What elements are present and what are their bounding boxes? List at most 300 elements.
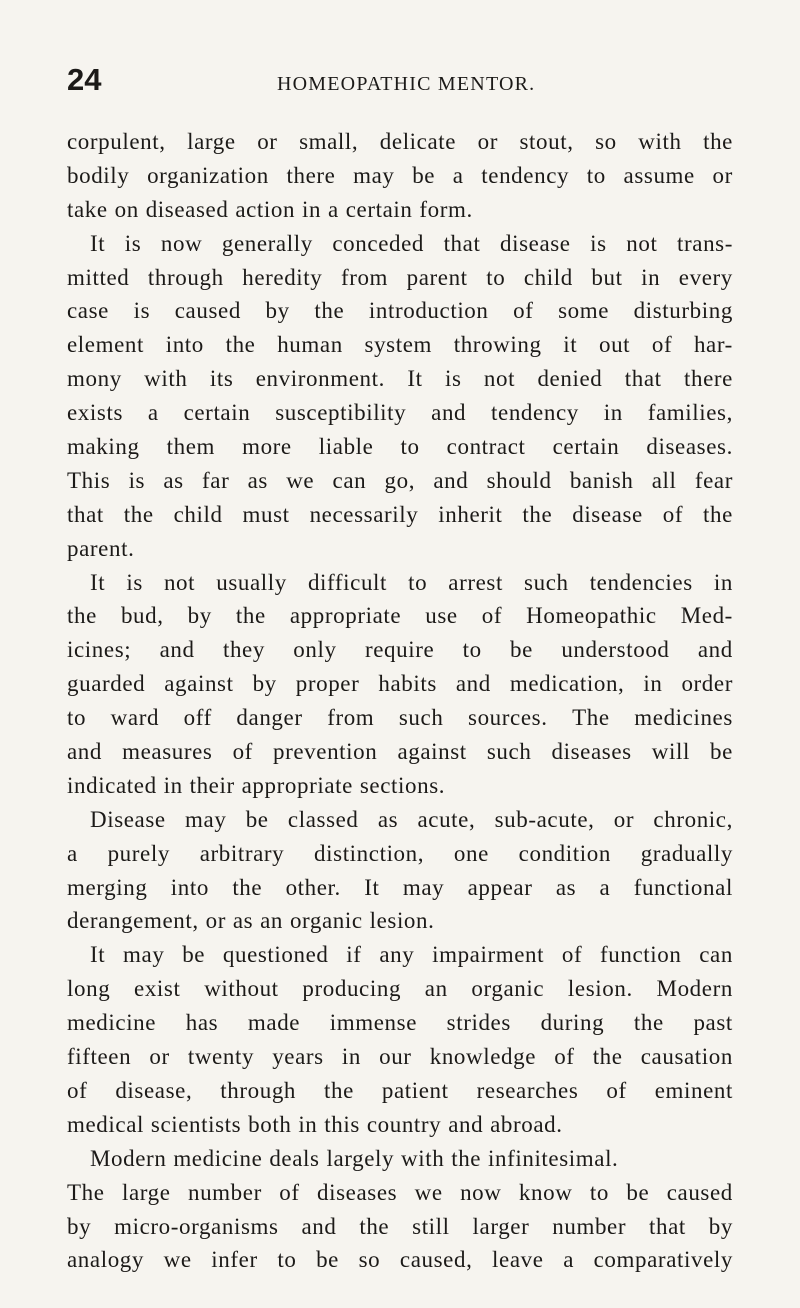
text-word: such bbox=[398, 705, 444, 731]
text-word: of bbox=[662, 501, 684, 527]
text-word: twenty bbox=[187, 1044, 255, 1070]
text-word: diseased bbox=[145, 196, 229, 222]
text-word: function bbox=[600, 942, 682, 968]
text-word: the bbox=[522, 501, 553, 527]
text-word: of bbox=[67, 1077, 88, 1103]
text-line bbox=[67, 972, 733, 1006]
text-word: or bbox=[149, 1044, 170, 1070]
text-word: past bbox=[693, 1010, 733, 1036]
text-word: in bbox=[713, 569, 733, 595]
text-word: still bbox=[412, 1213, 450, 1239]
text-word: caused, bbox=[399, 1247, 473, 1273]
text-word: may bbox=[185, 806, 227, 832]
text-word: this bbox=[324, 1111, 360, 1137]
text-line bbox=[67, 1108, 733, 1142]
text-word: strides bbox=[446, 1010, 511, 1036]
text-word: lesion. bbox=[369, 908, 435, 934]
text-line bbox=[67, 769, 733, 803]
text-word: go, bbox=[384, 467, 416, 493]
text-word: heredity bbox=[242, 264, 323, 290]
text-line bbox=[67, 701, 733, 735]
text-word: usually bbox=[216, 569, 287, 595]
text-word: leave bbox=[492, 1247, 544, 1273]
text-line bbox=[67, 735, 733, 769]
text-word: derangement, bbox=[67, 908, 199, 934]
text-line bbox=[67, 633, 733, 667]
text-line bbox=[67, 1006, 733, 1040]
text-word: to bbox=[400, 434, 420, 460]
text-word: appropriate bbox=[241, 772, 353, 798]
text-word: against bbox=[397, 739, 467, 765]
text-word: use bbox=[425, 603, 458, 629]
text-word: danger bbox=[236, 705, 303, 731]
text-word: arrest bbox=[448, 569, 503, 595]
text-word: or bbox=[712, 162, 733, 188]
text-word: not bbox=[626, 230, 658, 256]
text-word: be bbox=[316, 1247, 339, 1273]
text-word: medical bbox=[67, 1111, 144, 1137]
text-word: to bbox=[67, 705, 87, 731]
text-word: large bbox=[187, 129, 236, 154]
text-word: has bbox=[185, 1010, 219, 1036]
text-word: as bbox=[377, 806, 399, 832]
text-word: purely bbox=[107, 840, 170, 866]
text-word: on bbox=[114, 196, 139, 222]
text-word: questioned bbox=[222, 942, 329, 968]
text-word: contract bbox=[446, 434, 526, 460]
text-word: exist bbox=[134, 976, 181, 1002]
text-word: out bbox=[598, 332, 631, 358]
text-line bbox=[67, 430, 733, 464]
text-word: or bbox=[613, 806, 635, 832]
text-word: both bbox=[248, 1111, 292, 1137]
text-word: through bbox=[147, 264, 224, 290]
text-word: other. bbox=[285, 874, 341, 900]
text-word: a bbox=[452, 162, 464, 188]
text-line bbox=[67, 667, 733, 701]
text-word: a bbox=[563, 1247, 574, 1273]
text-word: certain bbox=[183, 400, 251, 426]
text-word: producing bbox=[302, 976, 402, 1002]
text-word: indicated bbox=[67, 772, 157, 798]
text-word: arbitrary bbox=[199, 840, 285, 866]
text-word: or bbox=[257, 129, 278, 154]
page-header bbox=[67, 62, 730, 102]
text-line bbox=[67, 464, 733, 498]
text-word: to bbox=[408, 569, 428, 595]
text-word: parent. bbox=[67, 535, 135, 561]
text-word: as bbox=[247, 467, 268, 493]
text-line bbox=[67, 125, 733, 159]
text-word: child bbox=[173, 501, 223, 527]
text-word: to bbox=[277, 1247, 297, 1273]
text-word: one bbox=[453, 840, 489, 866]
text-word: if bbox=[346, 942, 362, 968]
text-word: inherit bbox=[438, 501, 503, 527]
text-line bbox=[67, 938, 733, 972]
text-word: and bbox=[301, 1213, 337, 1239]
text-word: an bbox=[260, 908, 284, 934]
text-word: is bbox=[128, 467, 146, 493]
text-word: so bbox=[595, 129, 617, 154]
text-line bbox=[67, 566, 733, 600]
text-line bbox=[67, 261, 733, 295]
text-word: and bbox=[431, 400, 467, 426]
text-word: medicine bbox=[173, 1145, 263, 1171]
text-word: conceded bbox=[332, 230, 425, 256]
text-word: as bbox=[163, 467, 184, 493]
text-word: from bbox=[327, 705, 375, 731]
text-word: our bbox=[379, 1044, 412, 1070]
text-word: delicate bbox=[379, 129, 457, 154]
text-word: and bbox=[67, 739, 103, 765]
text-word: appear bbox=[467, 874, 533, 900]
text-word: or bbox=[205, 908, 226, 934]
text-word: assume bbox=[623, 162, 695, 188]
text-word: micro-organisms bbox=[114, 1213, 279, 1239]
text-word: sections. bbox=[359, 772, 446, 798]
text-word: measures bbox=[122, 739, 213, 765]
text-word: understood bbox=[561, 637, 670, 663]
text-word: we bbox=[286, 467, 315, 493]
text-word: merging bbox=[67, 874, 148, 900]
text-word: made bbox=[247, 1010, 301, 1036]
text-word: know bbox=[518, 1179, 573, 1205]
text-word: is bbox=[126, 569, 143, 595]
text-word: years bbox=[272, 1044, 324, 1070]
text-word: long bbox=[67, 976, 111, 1002]
text-word: of bbox=[279, 1179, 300, 1205]
text-word: or bbox=[477, 129, 498, 154]
text-word: there bbox=[684, 366, 733, 392]
text-word: in bbox=[298, 1111, 318, 1137]
text-word: denied bbox=[537, 366, 603, 392]
text-word: corpulent, bbox=[67, 129, 166, 154]
text-word: against bbox=[164, 671, 234, 697]
text-word: It bbox=[90, 569, 106, 595]
text-word: classed bbox=[287, 806, 359, 832]
text-word: Disease bbox=[90, 806, 166, 832]
text-word: is bbox=[133, 298, 151, 324]
text-line bbox=[67, 294, 733, 328]
text-word: guarded bbox=[67, 671, 146, 697]
text-word: they bbox=[222, 637, 265, 663]
text-word: now bbox=[160, 230, 203, 256]
text-word: not bbox=[483, 366, 516, 392]
text-line bbox=[67, 904, 733, 938]
text-word: infinitesimal. bbox=[488, 1145, 619, 1171]
text-word: the bbox=[359, 1213, 390, 1239]
text-word: disease, bbox=[115, 1077, 193, 1103]
text-word: by bbox=[708, 1213, 733, 1239]
text-word: tendency bbox=[481, 162, 570, 188]
text-word: the bbox=[225, 332, 256, 358]
text-line bbox=[67, 871, 733, 905]
running-head: HOMEOPATHIC MENTOR. bbox=[277, 73, 536, 95]
text-word: disturbing bbox=[633, 298, 733, 324]
text-word: in bbox=[163, 772, 183, 798]
text-word: families, bbox=[647, 400, 733, 426]
text-word: must bbox=[242, 501, 290, 527]
text-word: It bbox=[364, 874, 380, 900]
text-word: that bbox=[624, 366, 662, 392]
text-word: is bbox=[590, 230, 607, 256]
text-word: bud, bbox=[120, 603, 164, 629]
text-word: It bbox=[90, 230, 106, 256]
text-word: take bbox=[67, 196, 108, 222]
text-word: in bbox=[341, 1044, 361, 1070]
text-word: patient bbox=[381, 1077, 449, 1103]
text-word: distinction, bbox=[314, 840, 425, 866]
text-word: bodily bbox=[67, 162, 130, 188]
text-word: order bbox=[681, 671, 733, 697]
text-word: be bbox=[510, 637, 533, 663]
text-word: the bbox=[235, 603, 266, 629]
text-word: medicine bbox=[67, 1010, 157, 1036]
text-word: tendency bbox=[491, 400, 579, 426]
text-word: to bbox=[486, 264, 506, 290]
text-line bbox=[67, 599, 733, 633]
text-word: The bbox=[67, 1179, 105, 1205]
text-word: such bbox=[486, 739, 532, 765]
text-word: form. bbox=[419, 196, 473, 222]
text-word: country bbox=[366, 1111, 442, 1137]
text-word: disease bbox=[500, 230, 571, 256]
text-word: action bbox=[235, 196, 296, 222]
text-word: causation bbox=[640, 1044, 733, 1070]
text-word: introduction bbox=[368, 298, 489, 324]
text-word: organic bbox=[471, 976, 545, 1002]
text-word: through bbox=[220, 1077, 297, 1103]
text-word: trans- bbox=[677, 230, 733, 256]
text-word: them bbox=[166, 434, 216, 460]
text-line bbox=[67, 837, 733, 871]
text-word: diseases. bbox=[646, 434, 733, 460]
text-line bbox=[67, 1040, 733, 1074]
text-word: exists bbox=[67, 400, 123, 426]
text-word: in bbox=[302, 196, 322, 222]
text-word: by bbox=[252, 671, 277, 697]
text-word: sources. bbox=[468, 705, 548, 731]
text-word: by bbox=[67, 1213, 92, 1239]
text-word: far bbox=[202, 467, 230, 493]
text-word: liable bbox=[318, 434, 374, 460]
text-word: of bbox=[554, 1044, 575, 1070]
text-word: knowledge bbox=[429, 1044, 537, 1070]
text-word: impairment bbox=[432, 942, 545, 968]
text-word: the bbox=[123, 501, 154, 527]
text-word: so bbox=[358, 1247, 381, 1273]
text-word: be bbox=[710, 739, 733, 765]
text-word: child bbox=[523, 264, 573, 290]
body-text bbox=[67, 125, 733, 1277]
text-word: in bbox=[641, 264, 661, 290]
text-word: is bbox=[124, 230, 142, 256]
text-word: will bbox=[651, 739, 690, 765]
text-word: and bbox=[697, 637, 733, 663]
text-word: Modern bbox=[90, 1145, 167, 1171]
text-word: and bbox=[159, 637, 195, 663]
text-word: more bbox=[242, 434, 292, 460]
text-line bbox=[67, 159, 733, 193]
text-word: susceptibility bbox=[275, 400, 407, 426]
text-word: off bbox=[183, 705, 212, 731]
text-word: from bbox=[340, 264, 389, 290]
text-word: diseases bbox=[317, 1179, 398, 1205]
text-word: any bbox=[379, 942, 415, 968]
text-word: It bbox=[407, 366, 423, 392]
text-word: be bbox=[245, 806, 269, 832]
text-word: be bbox=[626, 1179, 650, 1205]
text-word: require bbox=[364, 637, 435, 663]
text-word: chronic, bbox=[653, 806, 733, 832]
text-word: of bbox=[513, 298, 534, 324]
text-line bbox=[67, 328, 733, 362]
text-word: that bbox=[67, 501, 104, 527]
text-word: system bbox=[364, 332, 433, 358]
text-word: and bbox=[455, 671, 491, 697]
text-word: the bbox=[314, 298, 345, 324]
text-word: Med- bbox=[680, 603, 733, 629]
text-word: analogy bbox=[67, 1247, 145, 1273]
text-word: may bbox=[123, 942, 165, 968]
text-word: its bbox=[209, 366, 234, 392]
text-word: caused bbox=[174, 298, 241, 324]
text-word: as bbox=[555, 874, 577, 900]
text-word: deals bbox=[269, 1145, 320, 1171]
text-word: by bbox=[265, 298, 290, 324]
text-word: diseases bbox=[551, 739, 632, 765]
text-line bbox=[67, 1074, 733, 1108]
text-word: comparatively bbox=[593, 1247, 733, 1273]
text-word: may bbox=[402, 874, 445, 900]
text-word: It bbox=[90, 942, 106, 968]
text-word: not bbox=[163, 569, 196, 595]
text-word: human bbox=[277, 332, 343, 358]
text-word: difficult bbox=[307, 569, 388, 595]
text-line bbox=[67, 1142, 733, 1176]
text-word: it bbox=[563, 332, 578, 358]
text-word: caused bbox=[666, 1179, 733, 1205]
text-word: can bbox=[332, 467, 367, 493]
text-word: tendencies bbox=[589, 569, 693, 595]
text-word: number bbox=[552, 1213, 627, 1239]
text-word: now bbox=[460, 1179, 502, 1205]
text-word: the bbox=[232, 874, 263, 900]
text-line bbox=[67, 227, 733, 261]
text-word: scientists bbox=[150, 1111, 242, 1137]
text-word: throwing bbox=[453, 332, 542, 358]
text-word: with bbox=[144, 366, 188, 392]
text-word: into bbox=[170, 874, 209, 900]
text-word: abroad. bbox=[490, 1111, 563, 1137]
text-word: there bbox=[286, 162, 336, 188]
text-word: medication, bbox=[509, 671, 625, 697]
text-word: The bbox=[572, 705, 610, 731]
text-word: condition bbox=[518, 840, 611, 866]
text-word: immense bbox=[329, 1010, 418, 1036]
text-word: but bbox=[591, 264, 623, 290]
text-word: can bbox=[699, 942, 733, 968]
text-word: in bbox=[643, 671, 663, 697]
text-word: Modern bbox=[656, 976, 733, 1002]
text-word: the bbox=[633, 1010, 664, 1036]
text-word: case bbox=[67, 298, 109, 324]
text-line bbox=[67, 532, 733, 566]
text-word: without bbox=[204, 976, 279, 1002]
text-word: appropriate bbox=[289, 603, 402, 629]
text-word: largely bbox=[326, 1145, 395, 1171]
text-line bbox=[67, 1210, 733, 1244]
text-word: number bbox=[187, 1179, 262, 1205]
text-word: that bbox=[649, 1213, 686, 1239]
text-word: disease bbox=[572, 501, 643, 527]
text-word: mitted bbox=[67, 264, 130, 290]
text-word: of bbox=[232, 739, 253, 765]
text-word: gradually bbox=[640, 840, 733, 866]
text-word: the bbox=[592, 1044, 623, 1070]
text-word: organization bbox=[147, 162, 269, 188]
text-word: the bbox=[703, 129, 733, 154]
text-word: making bbox=[67, 434, 140, 460]
text-word: such bbox=[524, 569, 569, 595]
text-word: Homeopathic bbox=[526, 603, 657, 629]
text-word: acute, bbox=[417, 806, 476, 832]
text-line bbox=[67, 193, 733, 227]
text-word: is bbox=[444, 366, 462, 392]
text-word: sub-acute, bbox=[494, 806, 595, 832]
text-word: necessarily bbox=[309, 501, 419, 527]
text-word: har- bbox=[693, 332, 733, 358]
text-word: a bbox=[67, 840, 78, 866]
text-word: parent bbox=[406, 264, 468, 290]
text-word: that bbox=[443, 230, 481, 256]
text-line bbox=[67, 396, 733, 430]
text-word: fear bbox=[694, 467, 733, 493]
text-word: certain bbox=[552, 434, 620, 460]
text-word: to bbox=[462, 637, 482, 663]
text-word: a bbox=[328, 196, 339, 222]
text-word: of bbox=[606, 1077, 627, 1103]
text-word: researches bbox=[476, 1077, 579, 1103]
text-word: infer bbox=[211, 1247, 258, 1273]
text-line bbox=[67, 803, 733, 837]
text-word: of bbox=[561, 942, 583, 968]
text-word: their bbox=[189, 772, 235, 798]
text-word: habits bbox=[378, 671, 437, 697]
text-word: organic bbox=[289, 908, 363, 934]
text-word: the bbox=[703, 501, 733, 527]
text-word: stout, bbox=[519, 129, 574, 154]
text-word: be bbox=[412, 162, 436, 188]
text-word: may bbox=[353, 162, 395, 188]
text-word: to bbox=[586, 162, 606, 188]
text-word: be bbox=[182, 942, 206, 968]
text-word: a bbox=[147, 400, 159, 426]
text-word: banish bbox=[569, 467, 634, 493]
text-word: all bbox=[651, 467, 677, 493]
text-word: and bbox=[448, 1111, 484, 1137]
text-word: ward bbox=[110, 705, 160, 731]
text-word: should bbox=[486, 467, 552, 493]
text-word: a bbox=[599, 874, 611, 900]
text-word: the bbox=[323, 1077, 354, 1103]
text-word: medicines bbox=[634, 705, 733, 731]
text-word: with bbox=[638, 129, 682, 154]
text-word: to bbox=[589, 1179, 609, 1205]
text-line bbox=[67, 362, 733, 396]
text-word: we bbox=[163, 1247, 192, 1273]
